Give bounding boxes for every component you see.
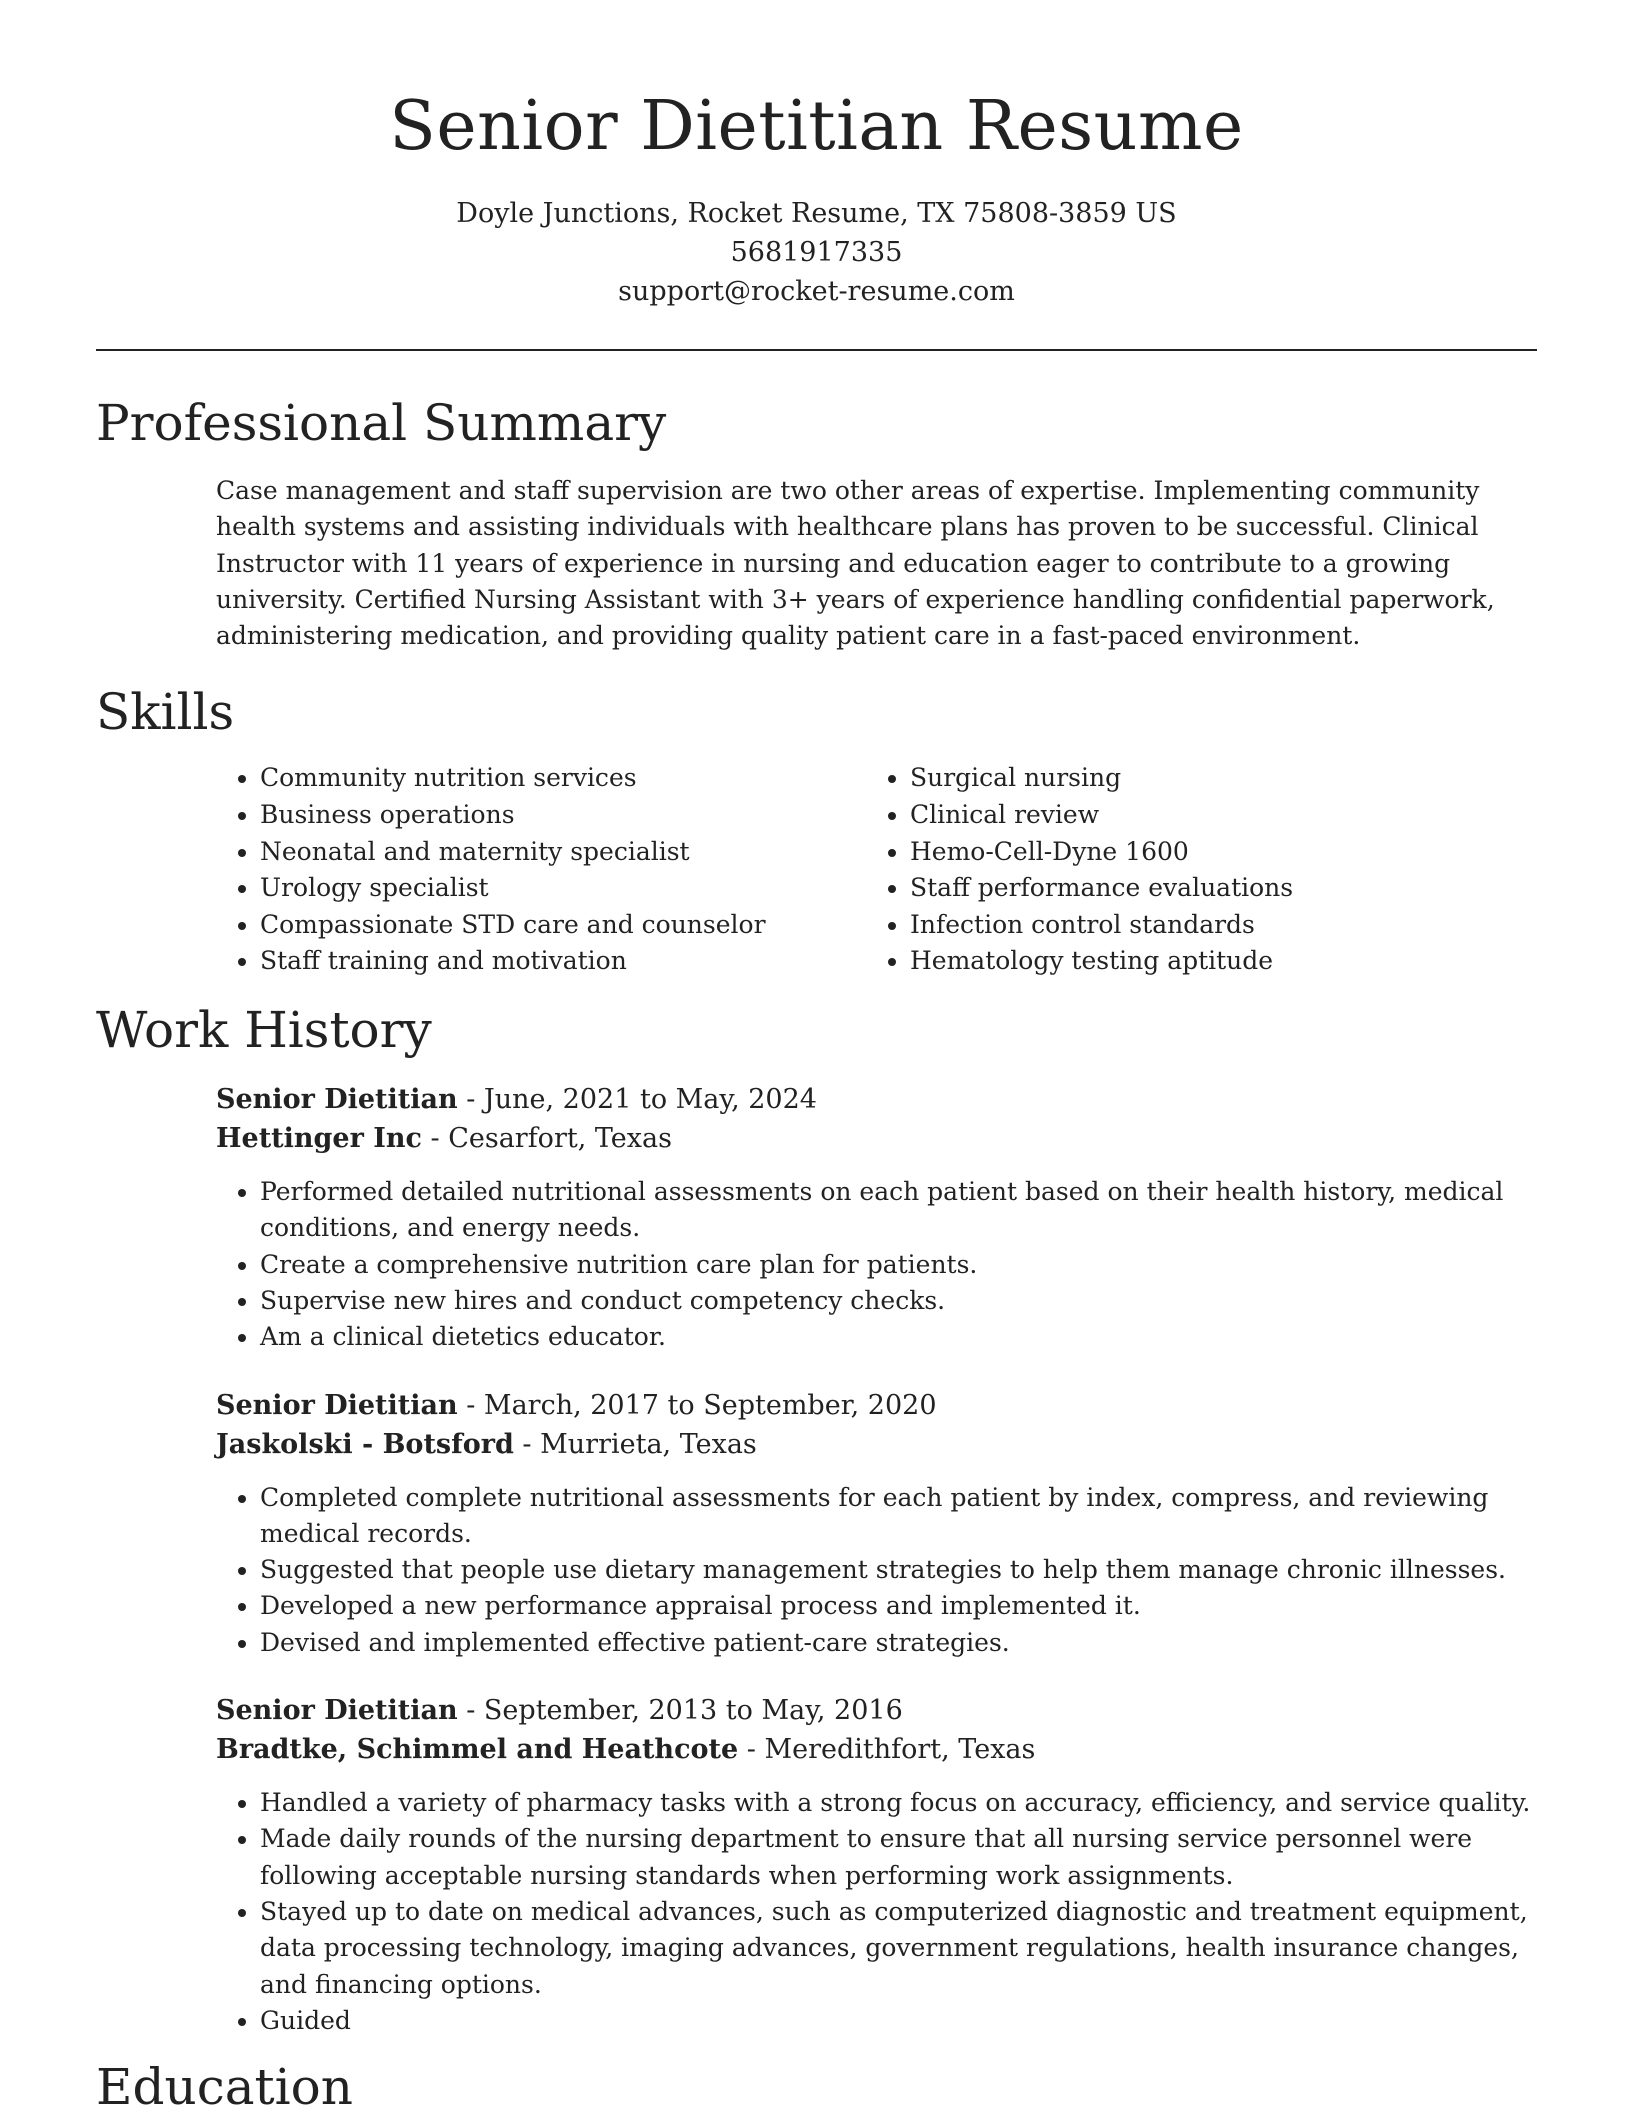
skill-item: • Compassionate STD care and counselor [260, 907, 866, 944]
skills-heading: Skills [96, 683, 235, 742]
skills-column-right [866, 760, 1516, 980]
job-company: Bradtke, Schimmel and Heathcote [216, 1734, 739, 1766]
skills-list [216, 760, 1537, 980]
job-bullet: • Performed detailed nutritional assessments on each patient based on their health history, medical conditions, and energy needs. [260, 1174, 1537, 1247]
job-entry [216, 1386, 1537, 1661]
job-bullet: • Made daily rounds of the nursing department to ensure that all nursing service personnel were following acceptable nursing standards when performing work assignments. [260, 1821, 1537, 1894]
job-bullets [216, 1174, 1537, 1355]
skill-item: • Staff training and motivation [260, 943, 866, 980]
skill-item: • Staff performance evaluations [910, 870, 1516, 907]
skills-column-left [216, 760, 866, 980]
job-entry [216, 1080, 1537, 1355]
job-entry [216, 1691, 1537, 2039]
job-company: Hettinger Inc [216, 1123, 422, 1155]
job-bullet: • Guided [260, 2003, 1537, 2039]
job-role: Senior Dietitian [216, 1695, 458, 1727]
job-bullet: • Devised and implemented effective patient-care strategies. [260, 1625, 1537, 1661]
job-bullet: • Handled a variety of pharmacy tasks with a strong focus on accuracy, efficiency, and service quality. [260, 1785, 1537, 1821]
job-company-line [216, 1425, 1537, 1464]
job-location: - Meredithfort, Texas [738, 1734, 1036, 1766]
job-title-line [216, 1080, 1537, 1119]
skill-item: • Hemo-Cell-Dyne 1600 [910, 834, 1516, 871]
header-divider [96, 349, 1537, 351]
job-title-line [216, 1386, 1537, 1425]
job-dates: - September, 2013 to May, 2016 [457, 1695, 903, 1727]
skill-item: • Business operations [260, 797, 866, 834]
job-bullets [216, 1480, 1537, 1661]
skill-item: • Clinical review [910, 797, 1516, 834]
job-role: Senior Dietitian [216, 1389, 458, 1421]
job-company-line [216, 1119, 1537, 1158]
contact-email: support@rocket-resume.com [618, 276, 1015, 307]
job-bullet: • Stayed up to date on medical advances, such as computerized diagnostic and treatment equipment, data processing technology, imaging advances, government regulations, health insurance changes, and financing options. [260, 1894, 1537, 2003]
job-dates: - March, 2017 to September, 2020 [457, 1389, 937, 1421]
skill-item: • Surgical nursing [910, 760, 1516, 797]
skill-item: • Hematology testing aptitude [910, 943, 1516, 980]
job-bullet: • Suggested that people use dietary management strategies to help them manage chronic illnesses. [260, 1552, 1537, 1588]
job-bullet: • Create a comprehensive nutrition care plan for patients. [260, 1247, 1537, 1283]
job-bullet: • Developed a new performance appraisal process and implemented it. [260, 1588, 1537, 1624]
resume-title: Senior Dietitian Resume [389, 87, 1244, 166]
skill-item: • Community nutrition services [260, 760, 866, 797]
summary-heading: Professional Summary [96, 394, 667, 452]
contact-address: Doyle Junctions, Rocket Resume, TX 75808-3859 US [456, 198, 1177, 229]
job-bullet: • Completed complete nutritional assessments for each patient by index, compress, and reviewing medical records. [260, 1480, 1537, 1553]
summary-text: Case management and staff supervision are two other areas of expertise. Implementing community health systems and assisting individuals with healthcare plans has proven to be successful. Clinical Instructor with 11 years of experience in nursing and education eager to contribute to a growing university. Certified Nursing Assistant with 3+ years of experience handling confidential paperwork, administering medication, and providing quality patient care in a fast-paced environment. [216, 476, 1495, 651]
skill-item: • Urology specialist [260, 870, 866, 907]
job-company: Jaskolski - Botsford [216, 1428, 514, 1460]
contact-phone: 5681917335 [730, 237, 903, 268]
job-company-line [216, 1730, 1537, 1769]
skill-item: • Neonatal and maternity specialist [260, 834, 866, 871]
job-role: Senior Dietitian [216, 1084, 458, 1116]
resume-page [96, 0, 1537, 2117]
job-location: - Cesarfort, Texas [421, 1123, 672, 1155]
resume-header [96, 0, 1537, 311]
job-bullet: • Am a clinical dietetics educator. [260, 1319, 1537, 1355]
job-title-line [216, 1691, 1537, 1730]
job-dates: - June, 2021 to May, 2024 [457, 1084, 817, 1116]
job-location: - Murrieta, Texas [513, 1428, 757, 1460]
job-bullets [216, 1785, 1537, 2039]
education-heading: Education [96, 2058, 353, 2117]
job-bullet: • Supervise new hires and conduct competency checks. [260, 1283, 1537, 1319]
work-history-heading: Work History [96, 1001, 432, 1060]
skill-item: • Infection control standards [910, 907, 1516, 944]
